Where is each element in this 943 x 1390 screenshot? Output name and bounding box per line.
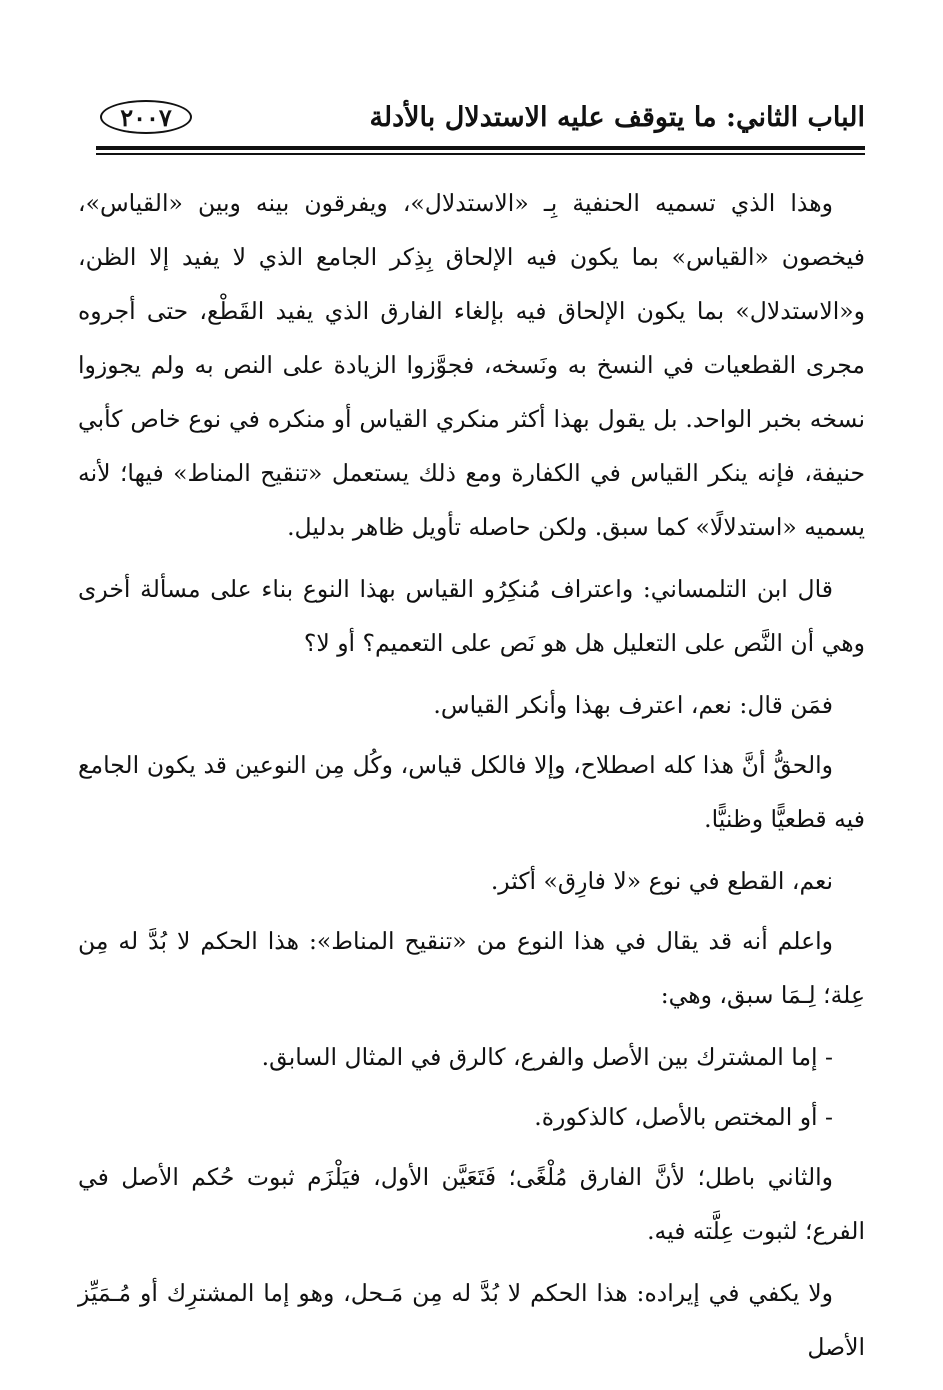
- paragraph-ibn-tilimsani: قال ابن التلمساني: واعتراف مُنكِرُو القياس بهذا النوع بناء على مسألة أخرى وهي أن النَّص على التعليل هل هو نَص على التعميم؟ أو لا؟: [78, 575, 865, 657]
- list-item: - أو المختص بالأصل، كالذكورة.: [534, 1103, 833, 1131]
- paragraph-not-sufficient: ولا يكفي في إيراده: هذا الحكم لا بُدَّ له مِن مَـحل، وهو إما المشترِك أو مُـمَيِّز الأصل: [78, 1279, 865, 1361]
- header-rule-thick: [96, 146, 865, 150]
- paragraph-truth: والحقُّ أنَّ هذا كله اصطلاح، وإلا فالكل قياس، وكُل مِن النوعين قد يكون الجامع فيه قطعيًّا وظنيًّا.: [78, 751, 865, 833]
- list-item: - إما المشترك بين الأصل والفرع، كالرق في المثال السابق.: [261, 1043, 833, 1071]
- paragraph-hanafi-istidlal: وهذا الذي تسميه الحنفية بِـ «الاستدلال»، ويفرقون بينه وبين «القياس»، فيخصون «القياس» بما يكون فيه الإلحاق بِذِكر الجامع الذي لا يفيد إلا الظن، و«الاستدلال» بما يكون الإلحاق فيه بإلغاء الفارق الذي يفيد القَطْع، حتى أجروه مجرى القطعيات في النسخ به ونَسخه، فجوَّزوا الزيادة على النص به ولم يجوزوا نسخه بخبر الواحد. بل يقول بهذا أكثر منكري القياس أو منكره في نوع خاص كأبي حنيفة، فإنه ينكر القياس في الكفارة ومع ذلك يستعمل «تنقيح المناط» فيها؛ لأنه يسميه «استدلالًا» كما سبق. ولكن حاصله تأويل ظاهر بدليل.: [78, 189, 865, 541]
- header-rule-thin: [96, 153, 865, 155]
- paragraph-yes-answer: فمَن قال: نعم، اعترف بهذا وأنكر القياس.: [433, 691, 833, 719]
- main-text: [78, 176, 865, 1382]
- page-header: [78, 96, 865, 142]
- chapter-title: الباب الثاني: ما يتوقف عليه الاستدلال بالأدلة: [369, 102, 865, 133]
- paragraph-certainty: نعم، القطع في نوع «لا فارِق» أكثر.: [490, 867, 833, 895]
- paragraph-know: واعلم أنه قد يقال في هذا النوع من «تنقيح المناط»: هذا الحكم لا بُدَّ له مِن عِلة؛ لِـمَا سبق، وهي:: [78, 927, 865, 1009]
- page-number: ٢٠٠٧: [120, 102, 172, 132]
- page-number-badge: [100, 100, 192, 134]
- paragraph-second-invalid: والثاني باطل؛ لأنَّ الفارق مُلْغًى؛ فَتَعَيَّن الأول، فيَلْزَم ثبوت حُكم الأصل في الفرع؛ لثبوت عِلَّته فيه.: [78, 1163, 865, 1245]
